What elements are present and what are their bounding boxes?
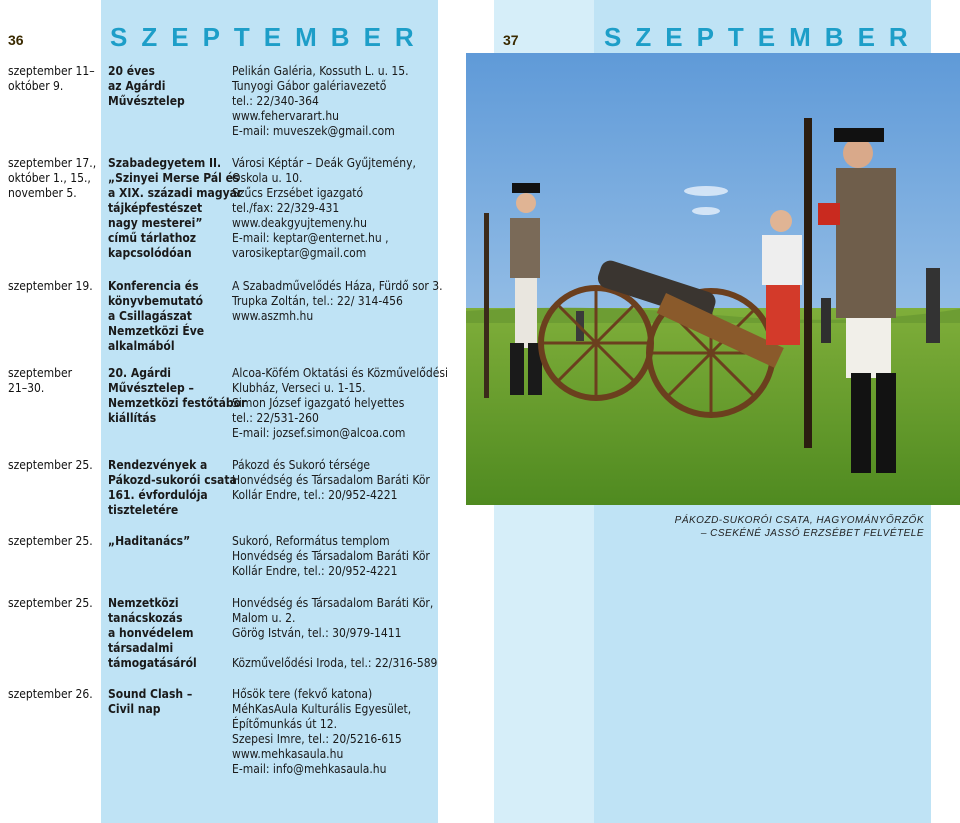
event-info-line: Hősök tere (fekvő katona) bbox=[232, 687, 373, 701]
event-title-line: az Agárdi bbox=[108, 79, 166, 93]
event-date-line: szeptember 19. bbox=[8, 279, 93, 293]
event-info-line: varosikeptar@gmail.com bbox=[232, 246, 367, 260]
event-title-line: kapcsolódóan bbox=[108, 246, 192, 260]
event-info bbox=[232, 279, 442, 324]
event-date-line: szeptember 17., bbox=[8, 156, 97, 170]
event-title-line: a XIX. századi magyar bbox=[108, 186, 243, 200]
event-info-line: tel.: 22/531-260 bbox=[232, 411, 319, 425]
event-info-line: E-mail: jozsef.simon@alcoa.com bbox=[232, 426, 406, 440]
event-info bbox=[232, 458, 442, 503]
event-title bbox=[108, 534, 228, 549]
event-info-line: Építőmunkás út 12. bbox=[232, 717, 338, 731]
event-date bbox=[8, 458, 100, 473]
event-title-line: társadalmi bbox=[108, 641, 174, 655]
event-date bbox=[8, 156, 100, 201]
event-title-line: Művésztelep bbox=[108, 94, 185, 108]
left-page-number: 36 bbox=[8, 32, 24, 48]
event-info-line: www.mehkasaula.hu bbox=[232, 747, 344, 761]
event-info-line: www.deakgyujtemeny.hu bbox=[232, 216, 367, 230]
right-page-number: 37 bbox=[503, 32, 519, 48]
event-info bbox=[232, 366, 448, 441]
event-title bbox=[108, 687, 228, 717]
event-title bbox=[108, 279, 228, 354]
event-title-line: Civil nap bbox=[108, 702, 161, 716]
event-info-line: Görög István, tel.: 30/979-1411 bbox=[232, 626, 402, 640]
event-date-line: október 9. bbox=[8, 79, 64, 93]
event-date-line: szeptember 25. bbox=[8, 596, 93, 610]
event-info-line: A Szabadművelődés Háza, Fürdő sor 3. bbox=[232, 279, 443, 293]
event-title-line: Pákozd-sukorói csata bbox=[108, 473, 237, 487]
event-info-line: Tunyogi Gábor galériavezető bbox=[232, 79, 387, 93]
event-date bbox=[8, 596, 100, 611]
left-page-title: SZEPTEMBER bbox=[110, 22, 428, 52]
event-title-line: nagy mesterei” bbox=[108, 216, 203, 230]
event-info-line: Sukoró, Református templom bbox=[232, 534, 390, 548]
event-title-line: a honvédelem bbox=[108, 626, 194, 640]
event-info-line: E-mail: muveszek@gmail.com bbox=[232, 124, 395, 138]
event-info-line: Simon József igazgató helyettes bbox=[232, 396, 405, 410]
event-date bbox=[8, 279, 100, 294]
event-info-line: tel.: 22/340-364 bbox=[232, 94, 319, 108]
event-title-line: 161. évfordulója bbox=[108, 488, 208, 502]
event-title-line: Nemzetközi bbox=[108, 596, 179, 610]
event-info-line: Honvédség és Társadalom Baráti Kör bbox=[232, 473, 430, 487]
event-info-line: Pelikán Galéria, Kossuth L. u. 15. bbox=[232, 64, 409, 78]
event-date-line: november 5. bbox=[8, 186, 77, 200]
event-title-line: „Haditanács” bbox=[108, 534, 191, 548]
event-info-line: MéhKasAula Kulturális Egyesület, bbox=[232, 702, 412, 716]
event-date-line: szeptember bbox=[8, 366, 73, 380]
event-info-line: www.fehervarart.hu bbox=[232, 109, 340, 123]
event-info-line: Honvédség és Társadalom Baráti Kör, bbox=[232, 596, 434, 610]
event-title-line: Nemzetközi festőtábor bbox=[108, 396, 247, 410]
event-date-line: szeptember 25. bbox=[8, 534, 93, 548]
event-title-line: tanácskozás bbox=[108, 611, 183, 625]
event-date bbox=[8, 534, 100, 549]
event-date-line: szeptember 11– bbox=[8, 64, 95, 78]
event-info-line: Alcoa-Köfém Oktatási és Közművelődési bbox=[232, 366, 448, 380]
event-info bbox=[232, 687, 442, 777]
event-title-line: „Szinyei Merse Pál és bbox=[108, 171, 240, 185]
event-title-line: 20 éves bbox=[108, 64, 155, 78]
event-date-line: szeptember 25. bbox=[8, 458, 93, 472]
event-info-line bbox=[232, 641, 442, 656]
event-info-line: Kollár Endre, tel.: 20/952-4221 bbox=[232, 488, 398, 502]
event-info-line: Városi Képtár – Deák Gyűjtemény, bbox=[232, 156, 416, 170]
event-title-line: című tárlathoz bbox=[108, 231, 197, 245]
event-info-line: E-mail: info@mehkasaula.hu bbox=[232, 762, 387, 776]
event-date bbox=[8, 366, 100, 396]
event-info-line: Szepesi Imre, tel.: 20/5216-615 bbox=[232, 732, 402, 746]
event-date-line: szeptember 26. bbox=[8, 687, 93, 701]
right-page-title: SZEPTEMBER bbox=[604, 22, 922, 52]
event-title-line: Rendezvények a bbox=[108, 458, 208, 472]
caption-line: – CSEKÉNÉ JASSÓ ERZSÉBET FELVÉTELE bbox=[700, 528, 924, 539]
event-title-line: tájképfestészet bbox=[108, 201, 203, 215]
event-info-line: tel./fax: 22/329-431 bbox=[232, 201, 340, 215]
event-title-line: támogatásáról bbox=[108, 656, 197, 670]
event-title bbox=[108, 458, 237, 518]
event-info bbox=[232, 156, 442, 261]
event-date-line: 21–30. bbox=[8, 381, 45, 395]
event-info-line: Oskola u. 10. bbox=[232, 171, 303, 185]
event-title-line: kiállítás bbox=[108, 411, 157, 425]
event-title bbox=[108, 64, 228, 109]
event-info-line: Kollár Endre, tel.: 20/952-4221 bbox=[232, 564, 398, 578]
event-date-line: október 1., 15., bbox=[8, 171, 91, 185]
event-info-line: Szűcs Erzsébet igazgató bbox=[232, 186, 364, 200]
event-title-line: alkalmából bbox=[108, 339, 175, 353]
reenactment-photo bbox=[466, 53, 960, 505]
event-info-line: Pákozd és Sukoró térsége bbox=[232, 458, 371, 472]
event-title-line: Sound Clash – bbox=[108, 687, 193, 701]
event-date bbox=[8, 64, 100, 94]
event-info-line: Honvédség és Társadalom Baráti Kör bbox=[232, 549, 430, 563]
event-info bbox=[232, 596, 442, 671]
event-title-line: könyvbemutató bbox=[108, 294, 204, 308]
event-info bbox=[232, 64, 442, 139]
event-title-line: Konferencia és bbox=[108, 279, 199, 293]
event-info-line: www.aszmh.hu bbox=[232, 309, 314, 323]
event-info bbox=[232, 534, 442, 579]
event-title-line: tiszteletére bbox=[108, 503, 179, 517]
event-title bbox=[108, 366, 247, 426]
event-info-line: E-mail: keptar@enternet.hu , bbox=[232, 231, 389, 245]
caption-line: PÁKOZD-SUKORÓI CSATA, HAGYOMÁNYŐRZŐK bbox=[674, 515, 924, 526]
event-title-line: 20. Agárdi bbox=[108, 366, 171, 380]
event-title bbox=[108, 596, 228, 671]
event-title-line: Művésztelep – bbox=[108, 381, 194, 395]
event-title bbox=[108, 156, 243, 261]
event-info-line: Malom u. 2. bbox=[232, 611, 296, 625]
event-info-line: Közművelődési Iroda, tel.: 22/316-589 bbox=[232, 656, 438, 670]
event-date bbox=[8, 687, 100, 702]
event-title-line: Nemzetközi Éve bbox=[108, 324, 205, 338]
event-title-line: a Csillagászat bbox=[108, 309, 192, 323]
event-info-line: Klubház, Verseci u. 1-15. bbox=[232, 381, 366, 395]
event-info-line: Trupka Zoltán, tel.: 22/ 314-456 bbox=[232, 294, 403, 308]
photo-caption bbox=[675, 514, 924, 540]
event-title-line: Szabadegyetem II. bbox=[108, 156, 222, 170]
